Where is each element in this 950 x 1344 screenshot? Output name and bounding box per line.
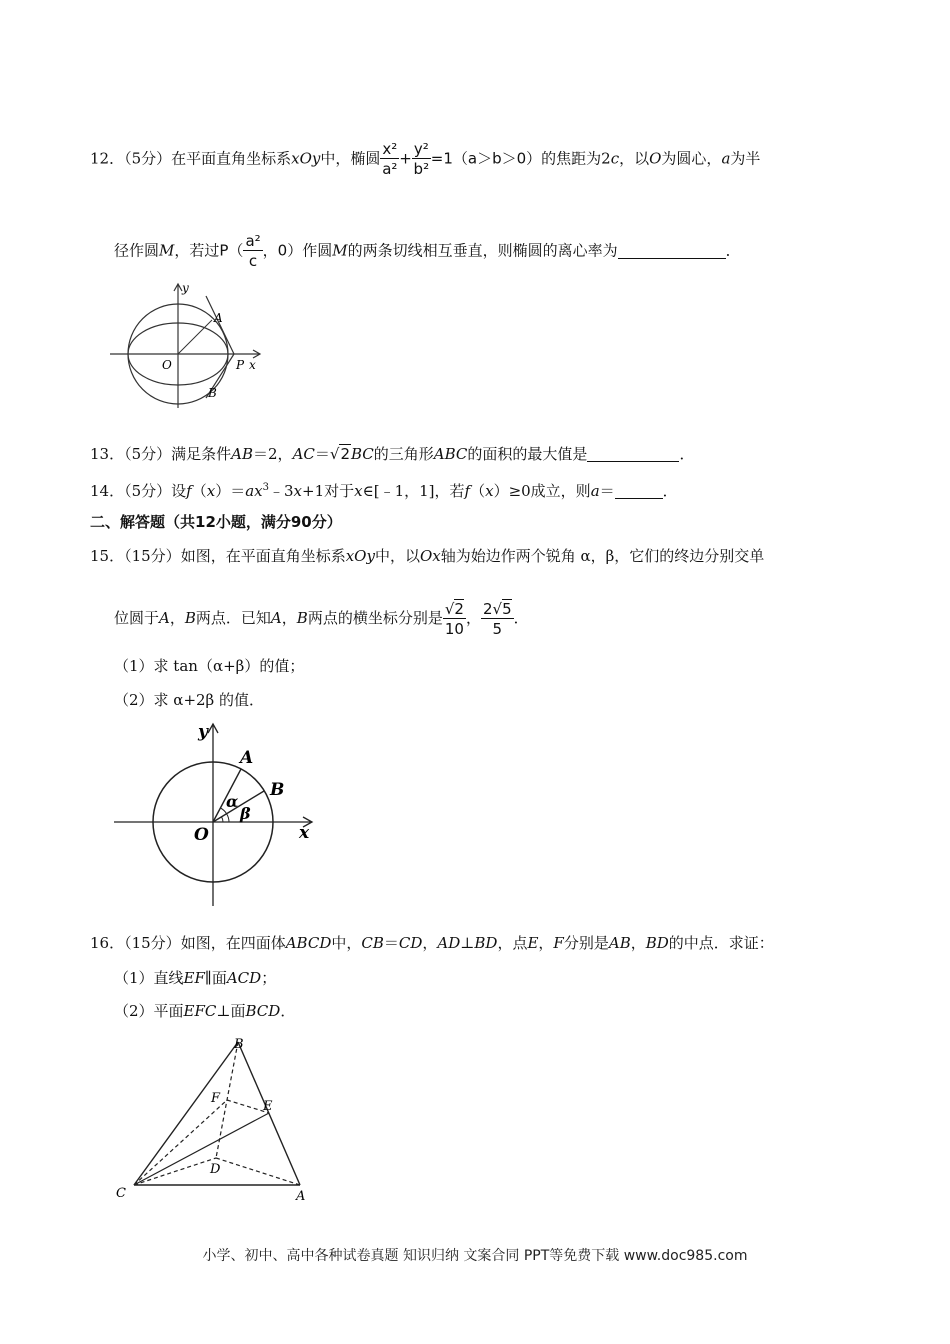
q12-frac-p [243, 232, 262, 271]
q14-var-a: a [590, 482, 600, 500]
q12-figure [108, 280, 268, 410]
q12-tangent-upper [206, 296, 234, 354]
q16-label-f: F [211, 1091, 221, 1106]
q14-text: ＝ [599, 482, 615, 500]
page-footer: 小学、初中、高中各种试卷真题 知识归纳 文案合同 PPT等免费下载 www.doc985.com [202, 1248, 748, 1264]
q13-text: ＝2， [253, 445, 293, 463]
q15-sqrt-radicand: 5 [502, 599, 512, 618]
q16-text: ∥面 [204, 969, 227, 987]
q14-text: （ [191, 482, 207, 500]
q14-text: ）＝ [215, 482, 246, 500]
q15-frac-1 [443, 600, 466, 639]
q16-text: ＝ [383, 934, 399, 952]
q16-text: ⊥面 [216, 1002, 246, 1020]
q14-text: ∈[﹣1，1]，若 [362, 482, 465, 500]
q16-label-a: A [296, 1189, 306, 1204]
q12-eq-tail: =1（a＞b＞0） [430, 149, 542, 168]
q14-exponent: 3 [262, 482, 269, 493]
q13-score: （5分） [124, 445, 172, 463]
q16-text: （1）直线 [114, 969, 184, 987]
q12-frac-num: a² [245, 232, 261, 250]
q16-text: ． [280, 1002, 296, 1020]
q16-line1 [90, 933, 774, 953]
q15-var-a: A [270, 609, 282, 627]
q15-var-a: A [159, 609, 170, 627]
q14-text: ． [662, 482, 678, 500]
q15-number: 15． [90, 547, 125, 565]
q13-var-bc: BC [351, 445, 374, 463]
q12-text: ，若过 [174, 241, 220, 260]
q16-sub1 [114, 968, 276, 988]
q15-label-beta: β [240, 804, 251, 823]
q14-text: +1对于 [302, 482, 355, 500]
q16-text: ， [630, 934, 646, 952]
q16-var-bd: BD [474, 934, 498, 952]
q16-sub2 [114, 1001, 295, 1021]
q15-label-alpha: α [226, 792, 239, 811]
q13-text: 的三角形 [373, 445, 434, 463]
q14-text: （ [470, 482, 486, 500]
q12-label-b: B [208, 386, 217, 400]
q15-text: 轴为始边作两个锐角 α，β，它们的终边分别交单 [440, 547, 765, 565]
q12-answer-blank[interactable] [618, 242, 726, 259]
q12-plus: + [399, 149, 412, 168]
q15-text: ． [513, 609, 529, 627]
q15-label-o: O [194, 825, 209, 845]
q12-line2 [114, 232, 741, 271]
q13-line [90, 441, 694, 467]
q16-var-efc: EFC [183, 1002, 217, 1020]
q16-var-ad: AD [437, 934, 461, 952]
q14-var-x: x [354, 482, 363, 500]
q15-line2 [114, 596, 529, 640]
q13-var-ab: AB [231, 445, 254, 463]
q16-var-f: F [553, 934, 564, 952]
q13-text: 满足条件 [171, 445, 232, 463]
q15-sqrt-radicand: 2 [454, 599, 464, 618]
q16-edge-cd [134, 1158, 216, 1185]
q12-score: （5分） [124, 149, 172, 168]
q12-text: 为圆心， [661, 149, 722, 168]
q14-score: （5分） [124, 482, 172, 500]
q15-coef: 2 [482, 599, 493, 618]
q16-text: ⊥ [460, 934, 475, 952]
q15-label-y: y [198, 722, 208, 742]
q16-text: 中， [331, 934, 362, 952]
q14-line [90, 478, 678, 501]
q15-frac-num: √2 [444, 599, 464, 618]
q12-frac-den: c [248, 252, 258, 270]
q13-text: ． [679, 445, 695, 463]
q16-label-b: B [234, 1037, 244, 1052]
q12-text: ． [725, 241, 741, 260]
q12-number: 12． [90, 149, 125, 168]
q15-text: 两点．已知 [195, 609, 271, 627]
q16-var-ab: AB [608, 934, 631, 952]
q15-label-x: x [299, 823, 310, 843]
q12-frac-y [412, 140, 431, 179]
q16-text: （2）平面 [114, 1002, 184, 1020]
q12-frac-num: y² [413, 140, 429, 158]
q16-var-bd: BD [645, 934, 669, 952]
q16-figure [108, 1032, 318, 1204]
q12-text: 的焦距为2 [541, 149, 611, 168]
q12-label-o: O [162, 358, 172, 372]
q12-var-m: M [332, 241, 348, 260]
q16-var-e: E [527, 934, 539, 952]
q16-var-ef: EF [183, 969, 205, 987]
q15-var-xoy: xOy [345, 547, 375, 565]
q15-sub1: （1）求 tan（α+β）的值； [114, 657, 305, 675]
q15-var-b: B [184, 609, 196, 627]
q16-text: ，点 [497, 934, 528, 952]
q15-text: ， [169, 609, 185, 627]
q12-label-x: x [249, 358, 256, 372]
q16-text: 的中点．求证： [668, 934, 774, 952]
q16-text: ； [261, 969, 277, 987]
q13-answer-blank[interactable] [587, 445, 679, 462]
q12-text: 在平面直角坐标系 [171, 149, 292, 168]
q12-point-p: P（ [219, 241, 244, 260]
q12-var-xoy: xOy [291, 149, 321, 168]
q12-text: 的两条切线相互垂直，则椭圆的离心率为 [347, 241, 618, 260]
q16-var-acd: ACD [226, 969, 262, 987]
q15-label-a: A [240, 748, 254, 768]
q14-answer-blank[interactable] [615, 482, 663, 499]
q12-label-y: y [182, 281, 189, 295]
q14-var-x: x [206, 482, 216, 500]
q16-score: （15分） [124, 934, 181, 952]
q14-var-x: x [485, 482, 494, 500]
q12-line1 [90, 140, 760, 179]
q16-var-cd: CD [398, 934, 423, 952]
q16-text: 如图，在四面体 [180, 934, 286, 952]
q12-var-m: M [159, 241, 175, 260]
q13-number: 13． [90, 445, 125, 463]
q16-label-d: D [210, 1162, 221, 1177]
q16-number: 16． [90, 934, 125, 952]
q16-edge-bc [134, 1042, 238, 1185]
q14-var-f: f [464, 482, 471, 500]
q14-var-x: x [293, 482, 303, 500]
q15-frac-2 [481, 600, 514, 639]
q16-text: ， [422, 934, 438, 952]
q16-label-c: C [116, 1186, 126, 1201]
q12-var-o: O [649, 149, 662, 168]
q12-frac-x [380, 140, 399, 179]
q12-var-a: a [721, 149, 731, 168]
q12-var-c: c [610, 149, 620, 168]
q13-sqrt-radicand: 2 [340, 445, 350, 463]
q12-label-p: P [236, 358, 245, 372]
q13-text: ＝ [314, 445, 330, 463]
q14-number: 14． [90, 482, 125, 500]
q14-var-f: f [186, 482, 192, 500]
q12-text: 径作圆 [114, 241, 160, 260]
q16-var-abcd: ABCD [285, 934, 332, 952]
q16-text: ， [538, 934, 554, 952]
q12-text: 作圆 [302, 241, 333, 260]
q15-frac-den: 10 [444, 619, 464, 638]
q12-frac-num: x² [382, 140, 398, 158]
q16-label-e: E [263, 1099, 273, 1114]
q15-arc-beta [222, 817, 224, 822]
q15-text: 如图，在平面直角坐标系 [180, 547, 346, 565]
q12-label-a: A [214, 311, 223, 325]
q14-var-ax: ax [245, 482, 263, 500]
q15-var-b: B [296, 609, 308, 627]
q14-text: 设 [171, 482, 187, 500]
q15-frac-num: 2√5 [482, 599, 512, 618]
q13-var-ac: AC [292, 445, 315, 463]
q12-text: 中，椭圆 [320, 149, 381, 168]
q14-text: ﹣3 [269, 482, 294, 500]
q16-var-bcd: BCD [245, 1002, 281, 1020]
q12-frac-den: b² [413, 160, 430, 178]
q15-text: ， [465, 609, 481, 627]
q15-frac-den: 5 [492, 619, 503, 638]
q15-label-b: B [270, 780, 285, 800]
q16-edge-da [216, 1158, 300, 1185]
q16-text: 分别是 [563, 934, 609, 952]
q15-figure [112, 718, 322, 908]
q13-sqrt: √2 [329, 445, 350, 463]
q12-text: 为半 [730, 149, 761, 168]
q15-score: （15分） [124, 547, 181, 565]
q13-text: 的面积的最大值是 [467, 445, 588, 463]
q15-var-ox: Ox [419, 547, 441, 565]
q16-var-cb: CB [361, 934, 384, 952]
q15-sub2: （2）求 α+2β 的值． [114, 691, 264, 709]
q12-text: ，以 [619, 149, 650, 168]
q15-text: 两点的横坐标分别是 [307, 609, 443, 627]
q15-text: 位圆于 [114, 609, 160, 627]
q12-frac-den: a² [382, 160, 398, 178]
q15-line1 [90, 546, 764, 566]
q12-point-tail: ，0） [262, 241, 303, 260]
q14-text: ）≥0成立，则 [493, 482, 591, 500]
q15-text: 中，以 [374, 547, 420, 565]
q13-var-abc: ABC [433, 445, 468, 463]
q15-text: ， [281, 609, 297, 627]
section-heading: 二、解答题（共12小题，满分90分） [90, 513, 342, 531]
